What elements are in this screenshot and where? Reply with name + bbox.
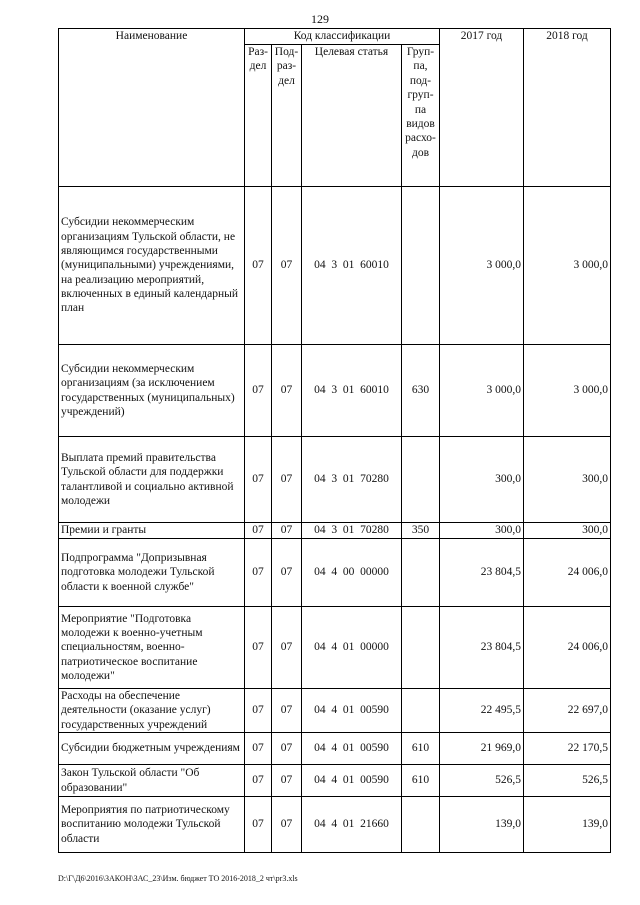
row-gruppa [402,437,440,523]
table-row [59,733,611,765]
row-value-2018: 3 000,0 [524,345,611,437]
header-celevaya: Целевая статья [302,45,402,187]
row-razdel: 07 [245,539,272,607]
row-value-2018: 3 000,0 [524,187,611,345]
row-name: Премии и гранты [59,523,245,539]
table-row [59,797,611,853]
row-value-2017: 23 804,5 [440,607,524,689]
row-podrazdel: 07 [272,689,302,733]
row-gruppa [402,607,440,689]
header-gruppa: Груп- па, под- груп- па видов расхо- дов [402,45,440,187]
row-razdel: 07 [245,345,272,437]
row-razdel: 07 [245,437,272,523]
row-gruppa [402,689,440,733]
table-body [59,187,611,853]
page-number: 129 [311,12,329,26]
row-name: Мероприятие "Подготовка молодежи к военно-учетным специальностям, военно-патриотическое воспитание молодежи" [59,607,245,689]
header-2018: 2018 год [524,29,611,187]
row-name: Мероприятия по патриотическому воспитанию молодежи Тульской области [59,797,245,853]
row-razdel: 07 [245,689,272,733]
row-celevaya: 04 4 00 00000 [302,539,402,607]
row-name: Закон Тульской области "Об образовании" [59,765,245,797]
row-gruppa: 630 [402,345,440,437]
row-value-2017: 22 495,5 [440,689,524,733]
header-razdel: Раз- дел [245,45,272,187]
row-celevaya: 04 4 01 00590 [302,733,402,765]
row-razdel: 07 [245,607,272,689]
table-row [59,765,611,797]
row-value-2018: 22 697,0 [524,689,611,733]
header-code: Код классификации [245,29,440,45]
table-header [59,29,611,187]
file-path-footer: D:\Г\Д6\2016\ЗАКОН\ЗАС_23\Изм. бюджет ТО 2016-2018_2 чт\pr3.xls [58,874,298,883]
row-name: Субсидии бюджетным учреждениям [59,733,245,765]
row-gruppa [402,797,440,853]
table-row [59,187,611,345]
row-value-2018: 526,5 [524,765,611,797]
row-value-2017: 526,5 [440,765,524,797]
row-podrazdel: 07 [272,607,302,689]
row-razdel: 07 [245,187,272,345]
header-name: Наименование [59,29,245,187]
row-podrazdel: 07 [272,437,302,523]
row-podrazdel: 07 [272,765,302,797]
table-row [59,607,611,689]
row-value-2018: 139,0 [524,797,611,853]
row-celevaya: 04 3 01 70280 [302,437,402,523]
row-value-2018: 300,0 [524,523,611,539]
row-razdel: 07 [245,523,272,539]
row-value-2017: 139,0 [440,797,524,853]
row-podrazdel: 07 [272,187,302,345]
row-name: Выплата премий правительства Тульской области для поддержки талантливой и социально активной молодежи [59,437,245,523]
header-2017: 2017 год [440,29,524,187]
row-value-2018: 24 006,0 [524,607,611,689]
row-celevaya: 04 3 01 70280 [302,523,402,539]
header-podrazdel: Под- раз- дел [272,45,302,187]
row-gruppa: 610 [402,733,440,765]
table-row [59,523,611,539]
row-value-2018: 300,0 [524,437,611,523]
table-row [59,539,611,607]
row-podrazdel: 07 [272,797,302,853]
row-value-2017: 3 000,0 [440,345,524,437]
row-value-2017: 3 000,0 [440,187,524,345]
row-value-2018: 22 170,5 [524,733,611,765]
row-gruppa: 610 [402,765,440,797]
table-row [59,345,611,437]
row-celevaya: 04 4 01 21660 [302,797,402,853]
row-value-2017: 300,0 [440,437,524,523]
row-podrazdel: 07 [272,523,302,539]
row-gruppa: 350 [402,523,440,539]
row-gruppa [402,539,440,607]
row-podrazdel: 07 [272,733,302,765]
row-celevaya: 04 4 01 00590 [302,765,402,797]
row-podrazdel: 07 [272,539,302,607]
row-value-2017: 300,0 [440,523,524,539]
row-celevaya: 04 4 01 00590 [302,689,402,733]
table-row [59,437,611,523]
row-podrazdel: 07 [272,345,302,437]
row-razdel: 07 [245,733,272,765]
row-name: Субсидии некоммерческим организациям (за исключением государственных (муниципальных) учреждений) [59,345,245,437]
row-name: Субсидии некоммерческим организациям Тульской области, не являющимся государственными (муниципальными) учреждениями, на реализацию мероприятий, включенных в единый календарный план [59,187,245,345]
row-name: Подпрограмма "Допризывная подготовка молодежи Тульской области к военной службе" [59,539,245,607]
row-razdel: 07 [245,765,272,797]
row-celevaya: 04 3 01 60010 [302,345,402,437]
row-gruppa [402,187,440,345]
table-row [59,689,611,733]
row-celevaya: 04 3 01 60010 [302,187,402,345]
row-celevaya: 04 4 01 00000 [302,607,402,689]
row-value-2017: 23 804,5 [440,539,524,607]
row-value-2017: 21 969,0 [440,733,524,765]
row-razdel: 07 [245,797,272,853]
row-name: Расходы на обеспечение деятельности (оказание услуг) государственных учреждений [59,689,245,733]
budget-table [58,28,611,853]
row-value-2018: 24 006,0 [524,539,611,607]
